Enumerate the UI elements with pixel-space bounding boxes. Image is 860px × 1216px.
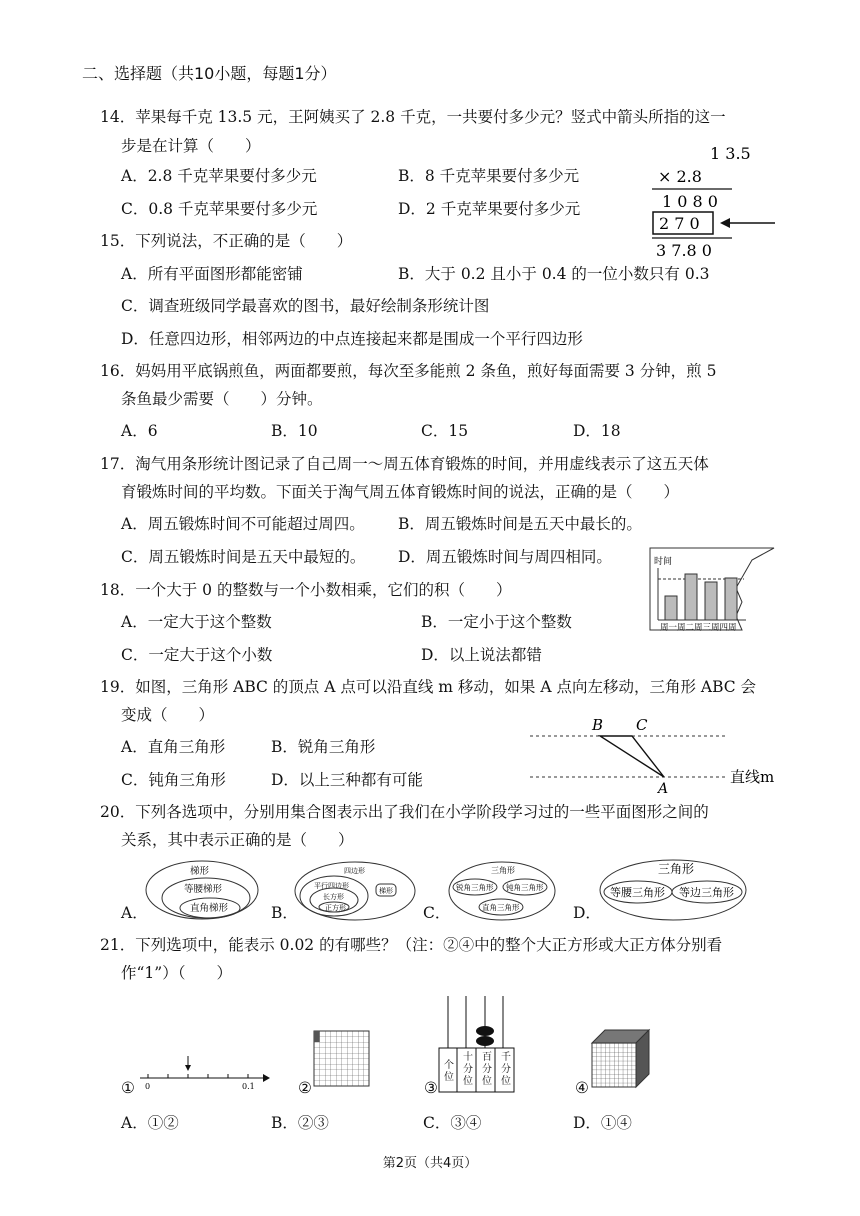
- q21-option-a[interactable]: A．①②: [121, 1114, 179, 1132]
- abacus-col-tenths: 十分位: [463, 1052, 473, 1087]
- q17-option-a[interactable]: A．周五锻炼时间不可能超过周四。: [121, 515, 365, 533]
- q19-option-d[interactable]: D．以上三种都有可能: [271, 771, 423, 789]
- calc-row2: × 2.8: [658, 167, 702, 186]
- q17-option-b[interactable]: B．周五锻炼时间是五天中最长的。: [398, 515, 642, 533]
- svg-text:钝角三角形: 钝角三角形: [506, 883, 544, 892]
- q20-set-diagram-c: [447, 860, 557, 922]
- abacus-col-hundredths: 百分位: [482, 1052, 492, 1087]
- q15-stem: 15．下列说法，不正确的是（ ）: [100, 232, 353, 250]
- calc-row5: 3 7.8 0: [656, 241, 712, 260]
- svg-text:四边形: 四边形: [344, 867, 365, 875]
- svg-text:0: 0: [145, 1082, 151, 1091]
- q21-label-3: ③: [424, 1079, 438, 1097]
- calc-row1: 1 3.5: [710, 144, 751, 163]
- abacus-col-ones: 个位: [444, 1060, 454, 1083]
- q20-set-diagram-b: [292, 860, 418, 922]
- svg-text:三角形: 三角形: [491, 866, 515, 875]
- q14-option-a[interactable]: A．2.8 千克苹果要付多少元: [121, 167, 317, 185]
- q15-option-d[interactable]: D．任意四边形，相邻两边的中点连接起来都是围成一个平行四边形: [121, 330, 583, 348]
- q21-stem-line1: 21．下列选项中，能表示 0.02 的有哪些？（注：②④中的整个大正方形或大正方体分别看: [100, 936, 723, 954]
- calc-row4: 2 7 0: [659, 214, 700, 233]
- bead-icon: [476, 1026, 494, 1036]
- q19-triangle-figure: [530, 714, 780, 796]
- q17-bar-chart-figure: [648, 544, 780, 634]
- svg-text:平行四边形: 平行四边形: [314, 882, 349, 890]
- svg-text:直角梯形: 直角梯形: [190, 903, 229, 914]
- q17-chart-ylabel: 时间: [654, 557, 673, 567]
- q19-option-a[interactable]: A．直角三角形: [121, 738, 226, 756]
- q18-option-d[interactable]: D．以上说法都错: [421, 646, 542, 664]
- label-a: A: [658, 781, 669, 797]
- q20-set-diagram-a: [144, 860, 260, 922]
- q21-option-b[interactable]: B．②③: [271, 1114, 329, 1132]
- label-c: C: [636, 716, 648, 734]
- q19-stem-line1: 19．如图，三角形 ABC 的顶点 A 点可以沿直线 m 移动，如果 A 点向左移动，三角形 ABC 会: [100, 678, 757, 696]
- down-arrow-icon: [185, 1056, 191, 1071]
- svg-text:直角三角形: 直角三角形: [482, 903, 520, 912]
- q16-stem-line2: 条鱼最少需要（ ）分钟。: [121, 390, 323, 408]
- label-line-m: 直线m: [730, 768, 775, 786]
- q17-chart-xlabels: 周一周二周三周四周: [660, 623, 737, 633]
- arrow-icon: [720, 218, 775, 228]
- q14-stem-line1: 14．苹果每千克 13.5 元，王阿姨买了 2.8 千克，一共要付多少元？竖式中箭头所指的这一: [100, 108, 726, 126]
- bead-icon: [476, 1036, 494, 1046]
- q19-stem-line2: 变成（ ）: [121, 706, 215, 724]
- q16-option-a[interactable]: A．6: [121, 422, 158, 440]
- q18-option-a[interactable]: A．一定大于这个整数: [121, 613, 272, 631]
- q20-stem-line2: 关系，其中表示正确的是（ ）: [121, 831, 354, 849]
- q17-option-d[interactable]: D．周五锻炼时间与周四相同。: [398, 548, 612, 566]
- q21-stem-line2: 作“1”）（ ）: [121, 964, 232, 982]
- svg-text:梯形: 梯形: [190, 866, 210, 877]
- svg-text:三角形: 三角形: [658, 862, 695, 876]
- svg-text:等腰梯形: 等腰梯形: [184, 884, 223, 895]
- q20-set-diagram-d: [598, 858, 748, 922]
- q14-option-d[interactable]: D．2 千克苹果要付多少元: [398, 200, 581, 218]
- q16-option-d[interactable]: D．18: [573, 422, 621, 440]
- q17-stem-line1: 17．淘气用条形统计图记录了自己周一～周五体育锻炼的时间，并用虚线表示了这五天体: [100, 455, 709, 473]
- svg-text:等腰三角形: 等腰三角形: [610, 886, 665, 899]
- q20-stem-line1: 20．下列各选项中，分别用集合图表示出了我们在小学阶段学习过的一些平面图形之间的: [100, 803, 709, 821]
- svg-text:0.1: 0.1: [242, 1082, 255, 1091]
- q21-hundred-grid: [314, 1031, 374, 1091]
- calc-row3: 1 0 8 0: [662, 192, 718, 211]
- q21-label-2: ②: [298, 1079, 312, 1097]
- section-title: 二、选择题（共10小题，每题1分）: [82, 64, 337, 83]
- q14-option-c[interactable]: C．0.8 千克苹果要付多少元: [121, 200, 318, 218]
- q21-label-1: ①: [121, 1079, 135, 1097]
- triangle-abc: [600, 736, 664, 777]
- q21-option-d[interactable]: D．①④: [573, 1114, 632, 1132]
- q16-option-b[interactable]: B．10: [271, 422, 318, 440]
- q14-option-b[interactable]: B．8 千克苹果要付多少元: [398, 167, 580, 185]
- q15-option-a[interactable]: A．所有平面图形都能密铺: [121, 265, 303, 283]
- q14-vertical-calculation: [640, 140, 780, 260]
- page-footer: 第2页（共4页）: [382, 1156, 478, 1171]
- q19-option-c[interactable]: C．钝角三角形: [121, 771, 226, 789]
- q21-number-line: [138, 1050, 278, 1090]
- q20-option-a[interactable]: A．: [121, 904, 148, 922]
- q20-option-d[interactable]: D．: [573, 904, 601, 922]
- q21-label-4: ④: [575, 1079, 589, 1097]
- q16-stem-line1: 16．妈妈用平底锅煎鱼，两面都要煎，每次至多能煎 2 条鱼，煎好每面需要 3 分钟，煎 5: [100, 362, 717, 380]
- svg-text:锐角三角形: 锐角三角形: [456, 883, 494, 892]
- q17-stem-line2: 育锻炼时间的平均数。下面关于淘气周五体育锻炼时间的说法，正确的是（ ）: [121, 483, 680, 501]
- q18-stem: 18．一个大于 0 的整数与一个小数相乘，它们的积（ ）: [100, 581, 512, 599]
- q20-option-b[interactable]: B．: [271, 904, 298, 922]
- q19-option-b[interactable]: B．锐角三角形: [271, 738, 376, 756]
- svg-text:长方形: 长方形: [323, 893, 344, 901]
- q21-option-c[interactable]: C．③④: [423, 1114, 482, 1132]
- abacus-col-thousandths: 千分位: [501, 1052, 511, 1087]
- q17-option-c[interactable]: C．周五锻炼时间是五天中最短的。: [121, 548, 366, 566]
- svg-text:等边三角形: 等边三角形: [679, 886, 734, 899]
- q15-option-b[interactable]: B．大于 0.2 且小于 0.4 的一位小数只有 0.3: [398, 265, 710, 283]
- svg-text:正方形: 正方形: [325, 904, 346, 912]
- q14-stem-line2: 步是在计算（ ）: [121, 137, 261, 155]
- label-b: B: [592, 716, 604, 734]
- q18-option-b[interactable]: B．一定小于这个整数: [421, 613, 572, 631]
- q21-thousand-cube: [592, 1030, 656, 1094]
- svg-text:梯形: 梯形: [379, 887, 393, 895]
- q18-option-c[interactable]: C．一定大于这个小数: [121, 646, 273, 664]
- q15-option-c[interactable]: C．调查班级同学最喜欢的图书，最好绘制条形统计图: [121, 297, 490, 315]
- q20-option-c[interactable]: C．: [423, 904, 451, 922]
- q16-option-c[interactable]: C．15: [421, 422, 469, 440]
